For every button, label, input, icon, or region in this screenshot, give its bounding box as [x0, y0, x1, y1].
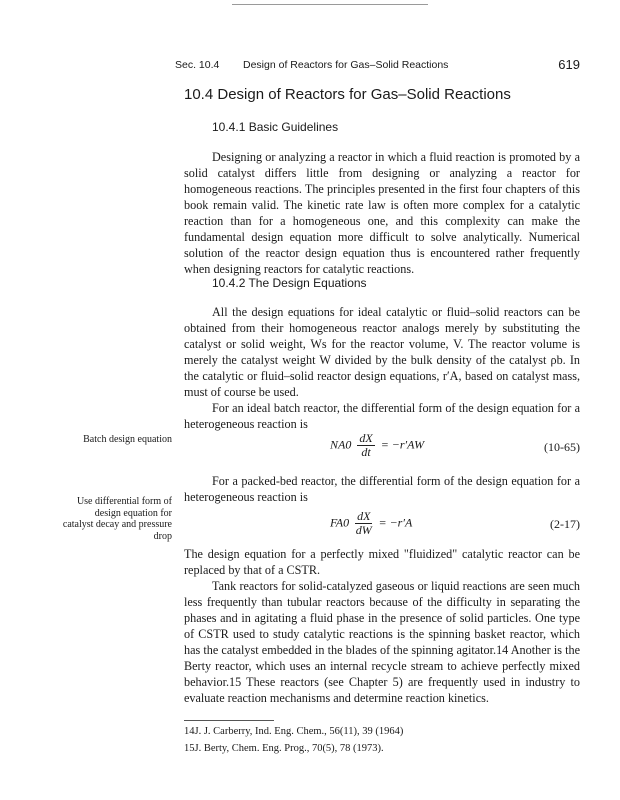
equation-packed-bed-fraction	[355, 510, 372, 537]
equation-packed-bed-denominator: dW	[355, 523, 372, 537]
top-rule	[232, 4, 428, 5]
running-head-section: Sec. 10.4	[175, 59, 220, 71]
paragraph-design-equations: All the design equations for ideal catalytic or fluid–solid reactors can be obtained from their homogeneous reactor analogs merely by substituting the catalyst or solid weight, Ws for the reactor volume, V. The reactor volume is merely the catalyst weight W divided by the bulk density of the catalyst ρb. In the catalytic or fluid–solid reactor design equations, r′A, based on catalyst mass, must of course be used.	[184, 305, 580, 399]
paragraph-basic-guidelines: Designing or analyzing a reactor in which a fluid reaction is promoted by a solid catalyst differs little from designing or analyzing a reactor for homogeneous reactions. The principles presented in the first four chapters of this book remain valid. The kinetic rate law is often more complex for a catalytic reaction than for a homogeneous one, and this complexity can make the fundamental design equation more difficult to solve analytically. Numerical solution of the reactor design equation thus is encountered rather frequently when designing reactors for catalytic reactions.	[184, 150, 580, 276]
margin-note-differential-form: Use differential form of design equation for catalyst decay and pressure drop	[62, 496, 172, 542]
section-title: 10.4 Design of Reactors for Gas–Solid Reactions	[184, 86, 511, 103]
equation-batch-design	[330, 432, 424, 459]
equation-packed-bed-number: (2-17)	[550, 517, 580, 531]
equation-batch-denominator: dt	[361, 445, 371, 459]
equation-batch-number: (10-65)	[544, 440, 580, 454]
equation-batch-lhs: NA0	[330, 437, 352, 452]
footnote-carberry: 14J. J. Carberry, Ind. Eng. Chem., 56(11), 39 (1964)	[184, 726, 404, 737]
running-head-title: Design of Reactors for Gas–Solid Reactions	[243, 59, 449, 71]
equation-batch-fraction	[357, 432, 374, 459]
paragraph-packed-bed: For a packed-bed reactor, the differential form of the design equation for a heterogeneous reaction is	[184, 474, 580, 504]
margin-note-batch-design: Batch design equation	[83, 434, 172, 445]
page-number: 619	[558, 57, 580, 72]
equation-packed-bed-rhs: = −r′A	[378, 515, 413, 530]
subsection-title-basic-guidelines: 10.4.1 Basic Guidelines	[212, 120, 339, 134]
paragraph-tank-reactors: Tank reactors for solid-catalyzed gaseous or liquid reactions are seen much less frequently than tubular reactors because of the difficulty in separating the phases and in agitating a fluid phase in the presence of solid particles. One type of CSTR used to study catalytic reactions is the spinning basket reactor, which has the catalyst embedded in the blades of the spinning agitator.14 Another is the Berty reactor, which uses an internal recycle stream to achieve perfectly mixed behavior.15 These reactors (see Chapter 5) are frequently used in industry to evaluate reaction mechanisms and determine reaction kinetics.	[184, 579, 580, 705]
footnote-rule	[184, 720, 274, 721]
equation-batch-numerator: dX	[359, 431, 373, 445]
equation-packed-bed-lhs: FA0	[330, 515, 350, 530]
subsection-title-design-equations: 10.4.2 The Design Equations	[212, 276, 367, 290]
equation-packed-bed	[330, 510, 412, 537]
paragraph-batch-reactor: For an ideal batch reactor, the differential form of the design equation for a heterogeneous reaction is	[184, 401, 580, 431]
paragraph-fluidized-reactor: The design equation for a perfectly mixed "fluidized" catalytic reactor can be replaced by that of a CSTR.	[184, 547, 580, 577]
equation-packed-bed-numerator: dX	[357, 509, 371, 523]
footnote-berty: 15J. Berty, Chem. Eng. Prog., 70(5), 78 (1973).	[184, 743, 384, 754]
equation-batch-rhs: = −r′AW	[380, 437, 425, 452]
